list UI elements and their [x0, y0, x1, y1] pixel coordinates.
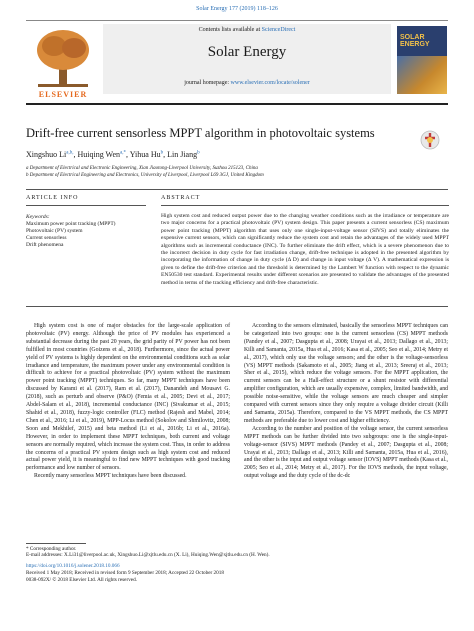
- author-name: Yihua Hu: [129, 150, 161, 159]
- abstract-rule: [161, 205, 449, 206]
- corresponding-author-note: * Corresponding author.: [26, 546, 77, 552]
- doi-link[interactable]: https://doi.org/10.1016/j.solener.2018.10.066: [26, 563, 120, 569]
- body-paragraph: High system cost is one of major obstacles for the large-scale application of photovoltaic (PV) energy. Although the price of PV modules has experienced a substantial decrease during the past 20 years, the grid parity of PV power has not been fulfilled in most countries (Goizens et al., 2018). Furthermore, since the actual power yield of PV systems is highly dependent on the environmental conditions such as solar irradiance and temperature, the maximum power under any environmental condition is difficult to achieve for a practical photovoltaic (PV) system without the maximum power point tracking (MPPT) techniques. So far, many MPPT techniques have been discussed by Karami et al. (2017), Ram et al. (2017), Danandeh and Mousavi G. (2018), such as perturb and observe (P&O) (Femia et al., 2005; Devi et al., 2017; Abdel-Salam et al., 2018), incremental conductance (INC) (Sivakumar et al., 2015; Shahid et al., 2018), fuzzy-logic controller (FLC) method (Rajesh and Mabel, 2014; Chen et al., 2016; Li et al., 2019), MPP-Locus method (Sokolov and Shmilovitz, 2008; Soon and Mekhilef, 2015) and beta method (Li et al., 2016b; Li et al., 2016a). However, in order to implement these MPPT techniques, both current and voltage sensors are normally required, which increase the system cost. Thus, in order to address the concerns of a practical PV system design such as high system cost and reduced actual power yield, it is meaningful to find new MPPT techniques with good tracking performance and low number of sensors.: [26, 323, 230, 472]
- contents-prefix: Contents lists available at: [198, 27, 261, 33]
- issn-copyright: 0038-092X/ © 2018 Elsevier Ltd. All rights reserved.: [26, 577, 137, 583]
- affiliation-a: a Department of Electrical and Electronic Engineering, Xian Jiaotong-Liverpool University, Suzhou 215123, China: [26, 166, 258, 171]
- paper-title: Drift-free current sensorless MPPT algorithm in photovoltaic systems: [26, 126, 375, 140]
- abstract-heading: ABSTRACT: [161, 195, 201, 201]
- affiliation-b: b Department of Electrical Engineering and Electronics, University of Liverpool, Liverpool L69 3GJ, United Kingdom: [26, 173, 264, 178]
- header-bottom-rule: [26, 103, 448, 105]
- abstract-text: High system cost and reduced output power due to the changing weather conditions such as the irradiance or temperature are two major concerns for a practical photovoltaic (PV) system design. This paper presents a current sensorless (CS) maximum power point tracking (MPPT) algorithm that uses only one single-input-voltage sensor (SIVS) and totally eliminates the expensive current sensors, which can significantly reduce the system cost and retain the advantages of the widely used MPPT algorithms such as incremental conductance (INC). To further eliminate the drift effect, which is a severe phenomenon due to the incorrect decision in duty cycle for fast irradiation change, drift-free technique is adopted in the presented algorithm by incorporating the information of change in duty cycle (Δ D) and change in input voltage (Δ V). A mathematical expression is given to define the drift-free criterion and the threshold is determined by the Lambert W function with respect to the dynamic EN50530 test standard. Experimental results under different scenarios are presented to validate the advantages of the presented method in terms of the tracking efficiency and drift-free characteristic.: [161, 213, 449, 286]
- author-list: Xingshuo $Li^{a,b,}$, Huiqing Wen$^{a,*}$, Yihua Hu$^b$, Lin Jiang$^b$: [26, 150, 200, 159]
- journal-reference[interactable]: Solar Energy 177 (2019) 118–126: [196, 6, 278, 12]
- keywords-label: Keywords:: [26, 214, 50, 220]
- article-info-heading: ARTICLE INFO: [26, 195, 79, 201]
- cover-artwork: [397, 56, 447, 94]
- keyword-item: Drift phenomena: [26, 242, 64, 248]
- publisher-name: ELSEVIER: [38, 90, 88, 99]
- header-divider: [26, 20, 448, 21]
- email-addresses[interactable]: E-mail addresses: X.Li31@liverpool.ac.uk, Xingshuo.Li@xjtlu.edu.cn (X. Li), Huiqing.Wen@xjtlu.edu.cn (H. Wen).: [26, 552, 270, 558]
- author-name: Huiqing Wen: [77, 150, 121, 159]
- homepage-link[interactable]: www.elsevier.com/locate/solener: [230, 80, 310, 86]
- homepage-label: journal homepage:: [184, 80, 230, 86]
- cover-title: SOLAR ENERGY: [400, 34, 430, 48]
- crossmark-icon[interactable]: [420, 130, 440, 150]
- keyword-item: Photovoltaic (PV) system: [26, 228, 83, 234]
- abstract-end-rule: [26, 306, 448, 307]
- journal-title: Solar Energy: [207, 44, 287, 60]
- author-affiliation-marker[interactable]: a,b,: [66, 150, 74, 156]
- section-divider: [26, 189, 448, 190]
- elsevier-tree-logo[interactable]: [28, 26, 98, 90]
- sciencedirect-link[interactable]: ScienceDirect: [261, 27, 296, 33]
- author-name: Lin Jiang: [167, 150, 198, 159]
- journal-homepage: [103, 80, 391, 86]
- body-paragraph: Recently many sensorless MPPT techniques have been discussed.: [34, 473, 187, 480]
- received-dates: Received 1 May 2018; Received in revised form 9 September 2018; Accepted 22 October 2018: [26, 570, 224, 576]
- author-affiliation-marker[interactable]: b: [197, 150, 200, 156]
- author-affiliation-marker[interactable]: a,*: [120, 150, 126, 156]
- keyword-item: Maximum power point tracking (MPPT): [26, 221, 116, 227]
- body-paragraph: According to the number and position of the voltage sensor, the current sensorless MPPT methods can be further divided into two subgroups: one is the single-input-voltage-sensor (SIVS) MPPT methods (Pandey et al., 2007; Dasgupta et al., 2008; Urayai et al., 2013; Dallago et al., 2013; Killi and Samanta, 2015a, Hua et al., 2016), and the other is the input and output voltage sensor (IOVS) MPPT methods (Kasa et al., 2005; Seo et al., 2014; Metry et al., 2017). For the IOVS methods, the input voltage, output voltage and the duty cycle of the dc-dc: [244, 425, 448, 480]
- keyword-item: Current sensorless: [26, 235, 67, 241]
- author-affiliation-marker[interactable]: b: [160, 150, 164, 156]
- body-column-left: [26, 323, 230, 481]
- author-name: Xingshuo Li: [26, 150, 67, 159]
- contents-line: [103, 27, 391, 33]
- body-paragraph: According to the sensors eliminated, basically the sensorless MPPT techniques can be categorized into two groups: one is the current sensorless (CS) MPPT methods (Pandey et al., 2007; Dasgupta et al., 2008; Urayai et al., 2013; Dallago et al., 2013; Killi and Samanta, 2015a, Hua et al., 2016; Kasa et al., 2005; Seo et al., 2014; Metry et al., 2017), which only use the voltage sensors; and the other is the voltage-sensorless (VS) MPPT methods (Sakamoto et al., 2005; Jiang et al., 2013; Sreeraj et al., 2013; Sher et al., 2015), which reduce the voltage sensors. For the MPPT application, the current sensors can be a Hall-effect structure or a shunt resistor with differential amplifier configuration, which are usually expensive, complex, limited bandwidth, and possible noise-sensitive, while the voltage sensors are much cheaper and simpler compared with current sensors since they only require a voltage divider circuit (Killi and Samanta, 2015a). Therefore, compared to the VS MPPT methods, the CS MPPT methods are preferable due to lower cost and higher efficiency.: [244, 323, 448, 424]
- article-info-rule: [26, 205, 146, 206]
- footnote-rule: [26, 543, 86, 544]
- body-column-right: [244, 323, 448, 481]
